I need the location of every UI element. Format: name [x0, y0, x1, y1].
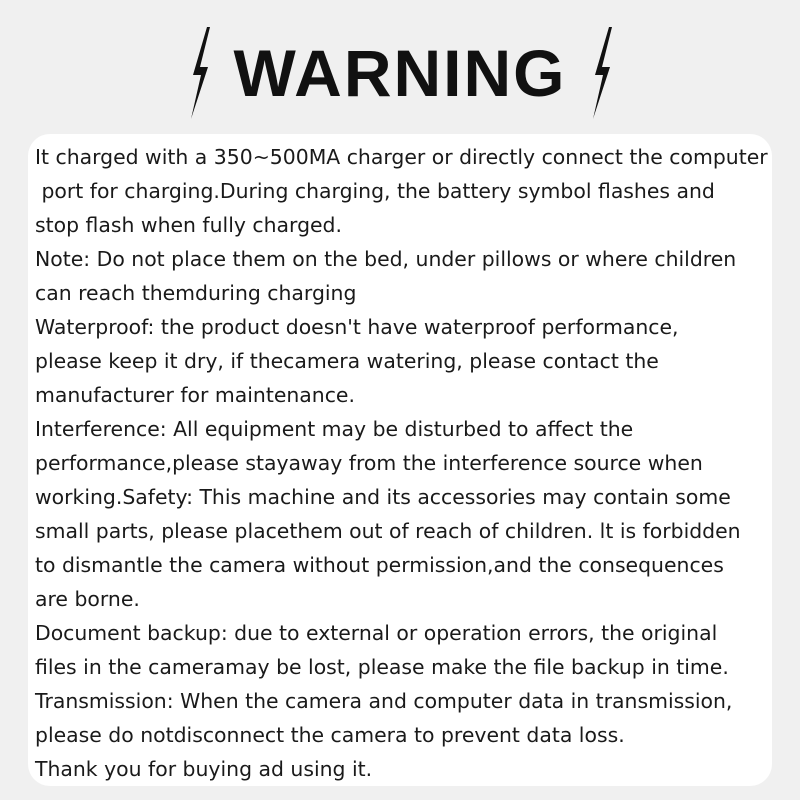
- text-line: please do notdisconnect the camera to prevent data loss.: [35, 723, 625, 747]
- page-title: WARNING: [233, 36, 567, 110]
- text-line: Document backup: due to external or operation errors, the original: [35, 621, 718, 645]
- text-line: Transmission: When the camera and computer data in transmission,: [35, 689, 733, 713]
- text-line: manufacturer for maintenance.: [35, 383, 355, 407]
- text-line: working.Safety: This machine and its accessories may contain some: [35, 485, 731, 509]
- text-line: Thank you for buying ad using it.: [35, 757, 373, 781]
- text-line: It charged with a 350~500MA charger or directly connect the computer: [35, 145, 768, 169]
- lightning-bolt-icon: [186, 25, 212, 121]
- text-line: stop flash when fully charged.: [35, 213, 342, 237]
- text-line: Interference: All equipment may be disturbed to affect the: [35, 417, 634, 441]
- text-line: are borne.: [35, 587, 140, 611]
- text-line: performance,please stayaway from the interference source when: [35, 451, 703, 475]
- text-line: Note: Do not place them on the bed, under pillows or where children: [35, 247, 737, 271]
- text-line: please keep it dry, if thecamera watering, please contact the: [35, 349, 659, 373]
- text-line: files in the cameramay be lost, please make the file backup in time.: [35, 655, 729, 679]
- text-line: can reach themduring charging: [35, 281, 357, 305]
- text-line: Waterproof: the product doesn't have waterproof performance,: [35, 315, 679, 339]
- text-line: port for charging.During charging, the battery symbol flashes and: [35, 179, 715, 203]
- lightning-bolt-icon: [588, 25, 614, 121]
- instructions-text: [35, 140, 775, 786]
- text-line: to dismantle the camera without permission,and the consequences: [35, 553, 724, 577]
- text-line: small parts, please placethem out of reach of children. lt is forbidden: [35, 519, 741, 543]
- warning-header: [0, 18, 800, 128]
